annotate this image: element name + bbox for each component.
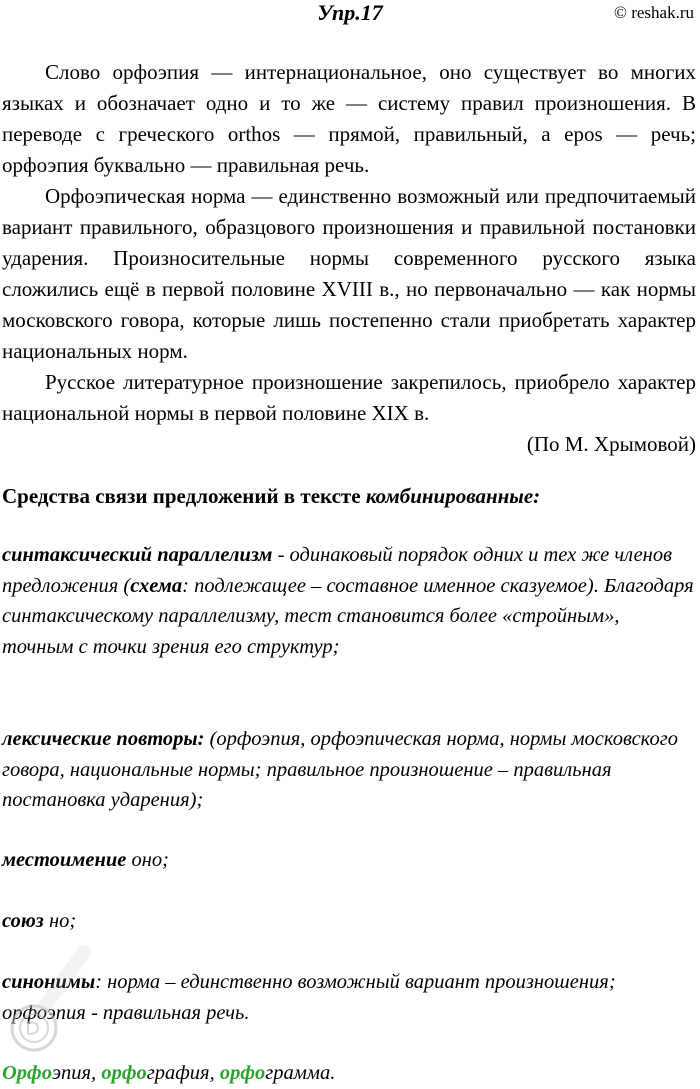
analysis-heading xyxy=(2,481,696,511)
exercise-title: Упр.17 xyxy=(317,0,383,25)
orfo-root-2: орфо xyxy=(101,1062,147,1084)
pronoun-term: местоимение xyxy=(2,849,127,871)
orfo-words-block xyxy=(2,1058,696,1089)
synonyms-block xyxy=(2,967,696,1028)
paragraph-3: Русское литературное произношение закрепилось, приобрело характер национальной нормы в первой половине XIX в. xyxy=(2,370,696,425)
orfo-rest-3: грамма. xyxy=(265,1062,336,1084)
source-text xyxy=(2,57,696,460)
pronoun-text: оно; xyxy=(126,849,169,871)
pronoun-block xyxy=(2,845,696,876)
lexical-repeats-block xyxy=(2,724,696,816)
syntax-text-1: - одинаковый порядок одних и тех же членов предложения ( xyxy=(2,544,672,597)
syntax-parallelism-block xyxy=(2,540,696,662)
watermark-logo-icon xyxy=(4,940,94,1060)
conjunction-text: но; xyxy=(43,910,77,932)
synonyms-term: синонимы xyxy=(2,971,96,993)
scheme-label: схема xyxy=(130,574,183,597)
orfo-root-1: Орфо xyxy=(2,1062,52,1084)
syntax-text-2: : подлежащее – составное именное сказуемое). Благодаря синтаксическому параллелизму, тест становится более «стройным», точным с точки зрения его структур; xyxy=(2,574,694,658)
conjunction-term: союз xyxy=(2,910,44,932)
analysis-heading-text: Средства связи предложений в тексте xyxy=(2,484,366,508)
orfo-rest-2: графия, xyxy=(146,1062,220,1084)
lexical-term: лексические повторы: xyxy=(2,728,205,750)
site-mark: © reshak.ru xyxy=(614,3,694,22)
analysis-heading-accent: комбинированные: xyxy=(365,484,541,508)
orfo-root-3: орфо xyxy=(219,1062,266,1084)
attribution: (По М. Хрымовой) xyxy=(526,432,696,456)
syntax-term: синтаксический параллелизм xyxy=(2,544,273,566)
paragraph-2: Орфоэпическая норма — единственно возможный или предпочитаемый вариант правильного, образцового произношения и правильной постановки ударения. Произносительные нормы современного русского языка сложились ещё в первой половине XVIII в., но первоначально — как нормы московского говора, которые лишь постепенно стали приобретать характер национальных норм. xyxy=(2,184,696,363)
paragraph-1: Слово орфоэпия — интернациональное, оно существует во многих языках и обозначает одно и то же — систему правил произношения. В переводе с греческого orthos — прямой, правильный, а epos — речь; орфоэпия буквально — правильная речь. xyxy=(2,60,696,177)
orfo-rest-1: эпия, xyxy=(51,1062,102,1084)
lexical-text: (орфоэпия, орфоэпическая норма, нормы московского говора, национальные нормы; правильное произношение – правильная постановка ударения); xyxy=(2,728,678,811)
conjunction-block xyxy=(2,906,696,937)
synonyms-text: : норма – единственно возможный вариант произношения; орфоэпия - правильная речь. xyxy=(2,971,616,1024)
